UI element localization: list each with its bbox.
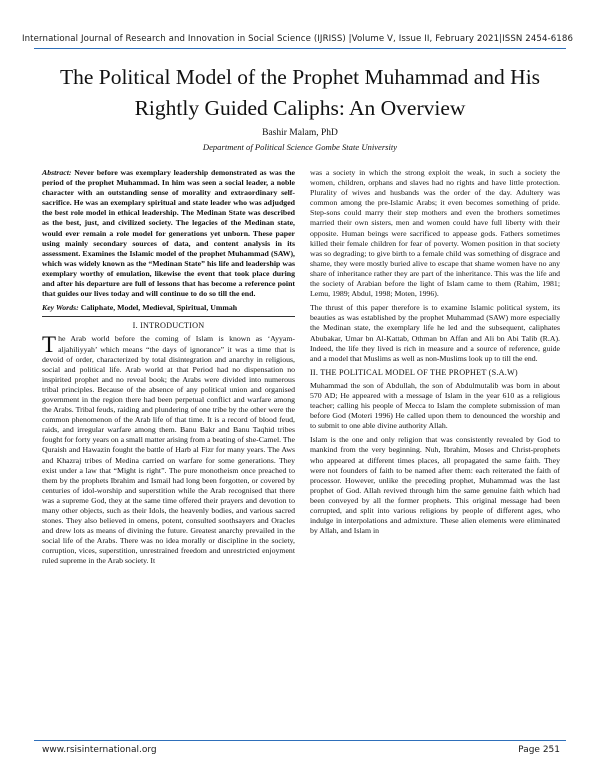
author-affiliation: Department of Political Science Gombe State University	[202, 142, 398, 152]
body-paragraph: was a society in which the strong exploit the weak, in such a society the women, children, orphans and slaves had no rights and have little protection. Plurality of wives and husbands was the order of the day. Adultery was common among the pre-Islamic Arabs; it even becomes something of pride. Step-sons could marry their step mothers and even the brothers sometimes married their own sisters, men and women could have full liberty with their opposite. Human beings were sacrificed to appease gods. Fathers sometimes killed their female children for fear of poverty. Women position in that society was so degrading; to give birth to a female child was something of disgrace and shame, they were mostly buried alive to escape that shame women have no any share of inheritance rather they are part of the inheritance. This was the life and the society of Arabian before the light of Islam came to them (Rahim, 1981; Lemu, 1989; Abdul, 1998; Moten, 1996).	[310, 168, 560, 299]
abstract-text: Never before was exemplary leadership demonstrated as was the period of the prophet Muhammad. In him was seen a social leader, a noble character with an outstanding sense of morality and extraordinary self-sacrifice. He was an exemplary spiritual and state leader who was adjudged the best role model in ethical leadership. The Medinan State was described as the best, just, and civilized society. The legacies of the Medinan state, would ever remain a role model for generations yet unborn. These paper using mainly secondary sources of data, and content analysis in its assessment. Examines the Islamic model of the prophet Muhammad (SAW), which was widely known as the “Medinan State” his life and leadership was exemplary worthy of emulation, likewise the event that took place during and after his departure are full of lessons that has become a reference point that guides our lives today and will continue to do so till the end.	[42, 168, 295, 299]
keywords-rule	[42, 316, 295, 317]
abstract	[42, 168, 295, 299]
footer-website: www.rsisinternational.org	[42, 745, 157, 755]
section-heading-introduction: I. INTRODUCTION	[132, 321, 205, 331]
body-paragraph: Islam is the one and only religion that was consistently revealed by God to mankind from the very beginning. Nuh, Ibrahim, Moses and Christ-prophets who appeared at different times places, all propagated the same faith. They were not founders of faith to be named after them: each reiterated the faith of processor. However, unlike the preceding prophet, Muhammad was the last prophet of God. Allah revived through him the same genuine faith which had been conveyed by all the former prophets. This original message had been corrupted, and split into various religions by people of different ages, who indulge in interpolations and admixture. These alien elements were eliminated by Allah, and Islam in	[310, 435, 560, 536]
journal-header: International Journal of Research and Innovation in Social Science (IJRISS) |Volume V, Issue II, February 2021|ISSN 2454-6186	[22, 34, 574, 44]
keywords-lead: Key Words:	[42, 303, 79, 313]
body-paragraph: Muhammad the son of Abdullah, the son of Abdulmutalib was born in about 570 AD; He appeared with a message of Islam in the year 610 as a religious teacher; calling his people of Mecca to Islam the complete submission of man before God (Moteri 1996) He called upon them to denounced the worship and to submit to one able divine authority Allah.	[310, 380, 560, 431]
keywords	[42, 303, 295, 313]
author-name: Bashir Malam, PhD	[262, 128, 338, 138]
page-number: Page 251	[518, 745, 560, 755]
header-rule	[34, 48, 566, 49]
abstract-lead: Abstract:	[42, 168, 72, 177]
body-paragraph: The thrust of this paper therefore is to examine Islamic political system, its beauties as was established by the prophet Muhammad (SAW) more especially the Medinan state, the exemplary life he led and the subsequent, caliphates Abubakar, Umar bn Al-Kattab, Othman bn Affan and Ali bn Abi Talib (R.A). Indeed, the life they lived is rich in measure and a source of reference, guide and a model that Muslims as well as non-Muslims look up to till the end.	[310, 303, 560, 363]
section-heading-political-model: II. THE POLITICAL MODEL OF THE PROPHET (S.A.W)	[310, 367, 518, 377]
intro-paragraph: The Arab world before the coming of Islam is known as ‘Ayyam-aljahiliyyah’ which means “the days of ignorance” it was a time that is devoid of order, characterized by total disintegration and anarchy in religious, social and political life. Arab world at that Period had no dispensation no inspirited prophet and no reveal book; the Arabs were divided into numerous tribal principles. Because of the absence of any political union and organised government in the region there had been perpetual conflict and warfare among the Arabs. Tribal feuds, raiding and plundering of one tribe by the other were the common phenomenon of the Arab life of that time. It is a record of blood feud, raids, and irregular warfare among them. Banu Bakr and Banu Taqhid tribes fought for forty years on a small matter arising from a beating of she-Camel. The Quraish and Hawazin fought the battle of Harb al Fizr for many years. The Aws and Khazraj tribes of Medina carried on warfare for some generations. They exist under a law that “Might is right”. The pure monotheism once preached to them by the prophets Ibrahim and Ismail had long been forgotten, or covered by centuries of idol-worship and superstition while the Arab recognised that there was a supreme God, they at the same time offered their prayers and devotion to many other objects, such as their Idols, the heavenly bodies, and various sacred stones. They also believed in omens, potent, consulted soothsayers and Oracles and drew lots as means of divining the future. Greatest anarchy prevailed in the social life of the Arabs. There was no idea morally or discipline in the society, corruption, vices, superstition, unrestrained freedom and unrestricted enjoyment ruled supreme in the Arab society. It	[42, 332, 295, 566]
keywords-text: Caliphate, Model, Medieval, Spiritual, Ummah	[78, 303, 238, 313]
left-column	[42, 168, 295, 571]
paper-title: The Political Model of the Prophet Muhammad and His Rightly Guided Caliphs: An Overview	[59, 65, 541, 120]
footer-rule	[34, 740, 566, 741]
right-column	[310, 168, 560, 540]
